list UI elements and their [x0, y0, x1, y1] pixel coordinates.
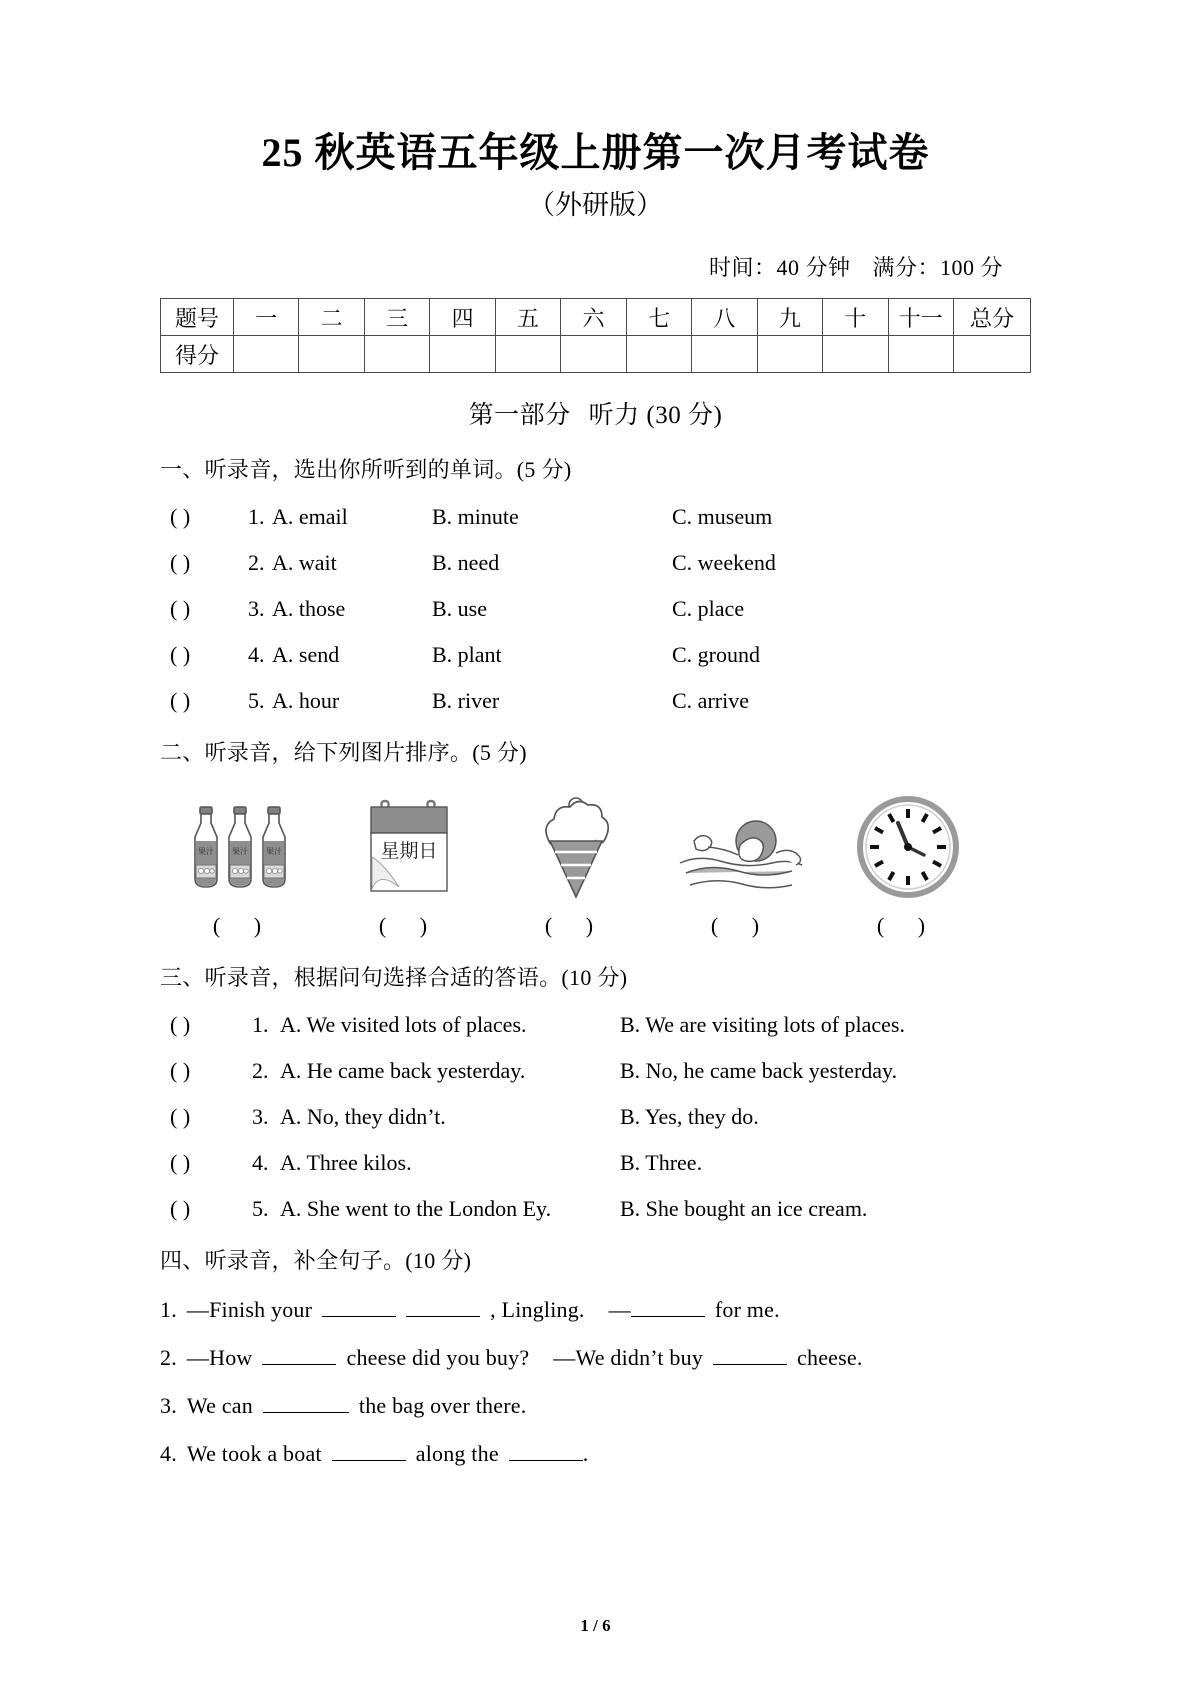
picture-answer-paren: ( )	[876, 913, 940, 939]
option-c[interactable]: C. arrive	[672, 688, 749, 714]
svg-text:果汁: 果汁	[198, 847, 214, 857]
score-cell-total[interactable]	[954, 336, 1031, 373]
option-b[interactable]: B. need	[432, 550, 500, 576]
picture-answer-paren: ( )	[212, 913, 276, 939]
question-number: 4.	[252, 1150, 269, 1176]
exam-meta	[160, 251, 1031, 282]
picture-answer-paren: ( )	[378, 913, 442, 939]
score-cell-5[interactable]	[495, 336, 560, 373]
picture-cell	[500, 791, 652, 901]
answer-blank[interactable]	[713, 1364, 787, 1365]
sentence-text: —We didn’t buy	[553, 1345, 704, 1371]
score-cell-2[interactable]	[299, 336, 364, 373]
section-four-heading: 四、听录音，补全句子。(10 分)	[160, 1248, 472, 1274]
question-number: 2.	[248, 550, 265, 576]
page-number: 1 / 6	[580, 1616, 611, 1635]
answer-paren[interactable]: ( )	[170, 688, 191, 714]
question-number: 2.	[252, 1058, 269, 1084]
question-row	[160, 1012, 1031, 1038]
option-a[interactable]: A. We visited lots of places.	[280, 1012, 527, 1038]
fill-in-row	[160, 1441, 1031, 1467]
picture-row	[160, 791, 1031, 901]
answer-blank[interactable]	[631, 1316, 705, 1317]
score-table-col-5: 五	[495, 299, 560, 336]
part-one-heading	[160, 395, 1031, 431]
question-number: 1.	[160, 1297, 177, 1323]
fill-in-row	[160, 1345, 1031, 1371]
score-table-row-label: 题号	[161, 299, 234, 336]
option-b[interactable]: B. river	[432, 688, 500, 714]
option-b[interactable]: B. plant	[432, 642, 502, 668]
calendar-icon	[355, 799, 465, 901]
answer-blank[interactable]	[406, 1316, 480, 1317]
picture-answer-cell[interactable]	[334, 913, 486, 939]
question-row	[160, 504, 1031, 530]
answer-blank[interactable]	[263, 1412, 349, 1413]
answer-paren[interactable]: ( )	[170, 1196, 191, 1222]
picture-answer-paren: ( )	[544, 913, 608, 939]
question-row	[160, 1058, 1031, 1084]
question-number: 3.	[252, 1104, 269, 1130]
sentence-text: —How	[186, 1345, 253, 1371]
answer-blank[interactable]	[322, 1316, 396, 1317]
question-row	[160, 596, 1031, 622]
answer-paren[interactable]: ( )	[170, 642, 191, 668]
question-number: 1.	[248, 504, 265, 530]
question-number: 5.	[248, 688, 265, 714]
answer-paren[interactable]: ( )	[170, 1104, 191, 1130]
fill-in-row	[160, 1393, 1031, 1419]
option-a[interactable]: A. No, they didn’t.	[280, 1104, 446, 1130]
answer-paren[interactable]: ( )	[170, 1012, 191, 1038]
option-b[interactable]: B. use	[432, 596, 487, 622]
question-number: 2.	[160, 1345, 177, 1371]
page-subtitle: （外研版）	[528, 190, 663, 220]
section-three-heading: 三、听录音，根据问句选择合适的答语。(10 分)	[160, 965, 628, 991]
answer-paren[interactable]: ( )	[170, 504, 191, 530]
score-cell-7[interactable]	[626, 336, 691, 373]
score-table-col-6: 六	[561, 299, 626, 336]
score-cell-11[interactable]	[888, 336, 953, 373]
question-number: 4.	[160, 1441, 177, 1467]
option-c[interactable]: C. ground	[672, 642, 760, 668]
sentence-text: .	[582, 1441, 589, 1467]
sentence-text: cheese.	[797, 1345, 863, 1371]
question-row	[160, 1104, 1031, 1130]
picture-answer-cell[interactable]	[168, 913, 320, 939]
score-table	[160, 298, 1031, 373]
question-row	[160, 1150, 1031, 1176]
picture-cell	[832, 791, 984, 901]
page-title: 25 秋英语五年级上册第一次月考试卷	[261, 130, 930, 175]
full-score-label: 满分：100 分	[872, 255, 1003, 281]
sentence-text: We can	[186, 1393, 253, 1419]
sentence-text: , Lingling.	[490, 1297, 585, 1323]
part-one-name: 听力 (30 分)	[588, 402, 723, 430]
option-b[interactable]: B. minute	[432, 504, 519, 530]
question-number: 1.	[252, 1012, 269, 1038]
option-b[interactable]: B. We are visiting lots of places.	[620, 1012, 905, 1038]
score-cell-4[interactable]	[430, 336, 495, 373]
score-table-col-8: 八	[692, 299, 757, 336]
picture-answer-paren: ( )	[710, 913, 774, 939]
question-row	[160, 642, 1031, 668]
score-cell-10[interactable]	[823, 336, 888, 373]
score-table-score-label: 得分	[161, 336, 234, 373]
option-b[interactable]: B. Yes, they do.	[620, 1104, 759, 1130]
score-table-col-3: 三	[364, 299, 429, 336]
option-a[interactable]: A. those	[272, 596, 346, 622]
score-cell-8[interactable]	[692, 336, 757, 373]
score-table-value-row	[161, 336, 1031, 373]
option-b[interactable]: B. No, he came back yesterday.	[620, 1058, 898, 1084]
score-table-col-2: 二	[299, 299, 364, 336]
option-c[interactable]: C. place	[672, 596, 745, 622]
sentence-text: the bag over there.	[358, 1393, 527, 1419]
sentence-text: We took a boat	[186, 1441, 322, 1467]
question-row	[160, 550, 1031, 576]
option-b[interactable]: B. Three.	[620, 1150, 703, 1176]
option-a[interactable]: A. hour	[272, 688, 340, 714]
question-number: 3.	[248, 596, 265, 622]
ice-cream-cone-icon	[528, 795, 624, 901]
section-two-heading: 二、听录音，给下列图片排序。(5 分)	[160, 740, 527, 766]
question-number: 5.	[252, 1196, 269, 1222]
answer-blank[interactable]	[262, 1364, 336, 1365]
picture-answer-cell[interactable]	[500, 913, 652, 939]
sentence-text: cheese did you buy?	[346, 1345, 530, 1371]
option-b[interactable]: B. She bought an ice cream.	[620, 1196, 868, 1222]
score-table-total-label: 总分	[954, 299, 1031, 336]
calendar-caption: 星期日	[380, 841, 438, 863]
option-a[interactable]: A. email	[272, 504, 348, 530]
answer-blank[interactable]	[509, 1460, 583, 1461]
score-table-col-1: 一	[234, 299, 299, 336]
option-a[interactable]: A. She went to the London Ey.	[280, 1196, 552, 1222]
question-number: 3.	[160, 1393, 177, 1419]
swimmer-icon	[672, 815, 812, 901]
score-table-col-7: 七	[626, 299, 691, 336]
question-row	[160, 1196, 1031, 1222]
score-table-col-11: 十一	[888, 299, 953, 336]
option-a[interactable]: A. He came back yesterday.	[280, 1058, 526, 1084]
sentence-text: along the	[415, 1441, 499, 1467]
score-table-col-9: 九	[757, 299, 822, 336]
page-footer	[0, 1616, 1191, 1636]
picture-cell	[666, 791, 818, 901]
svg-text:果汁: 果汁	[266, 847, 282, 857]
score-cell-3[interactable]	[364, 336, 429, 373]
option-c[interactable]: C. museum	[672, 504, 773, 530]
option-a[interactable]: A. wait	[272, 550, 337, 576]
fill-in-row	[160, 1297, 1031, 1323]
option-a[interactable]: A. Three kilos.	[280, 1150, 412, 1176]
sentence-text: for me.	[714, 1297, 780, 1323]
question-row	[160, 688, 1031, 714]
score-table-col-4: 四	[430, 299, 495, 336]
time-limit-label: 时间：40 分钟	[708, 255, 851, 281]
score-table-col-10: 十	[823, 299, 888, 336]
answer-paren[interactable]: ( )	[170, 550, 191, 576]
score-cell-9[interactable]	[757, 336, 822, 373]
answer-paren[interactable]: ( )	[170, 596, 191, 622]
picture-cell	[334, 791, 486, 901]
sentence-text: —	[608, 1297, 631, 1323]
question-number: 4.	[248, 642, 265, 668]
answer-paren[interactable]: ( )	[170, 1150, 191, 1176]
option-c[interactable]: C. weekend	[672, 550, 776, 576]
juice-bottles-icon	[184, 801, 304, 901]
clock-icon	[854, 793, 962, 901]
sentence-text: —Finish your	[186, 1297, 313, 1323]
option-a[interactable]: A. send	[272, 642, 340, 668]
score-cell-6[interactable]	[561, 336, 626, 373]
picture-answer-cell[interactable]	[832, 913, 984, 939]
picture-cell	[168, 791, 320, 901]
answer-paren[interactable]: ( )	[170, 1058, 191, 1084]
picture-answer-row	[160, 913, 1031, 939]
part-one-label: 第一部分	[468, 402, 571, 430]
answer-blank[interactable]	[332, 1460, 406, 1461]
picture-answer-cell[interactable]	[666, 913, 818, 939]
score-table-header-row	[161, 299, 1031, 336]
section-one-heading: 一、听录音，选出你所听到的单词。(5 分)	[160, 457, 572, 483]
svg-text:果汁: 果汁	[232, 847, 248, 857]
score-cell-1[interactable]	[234, 336, 299, 373]
